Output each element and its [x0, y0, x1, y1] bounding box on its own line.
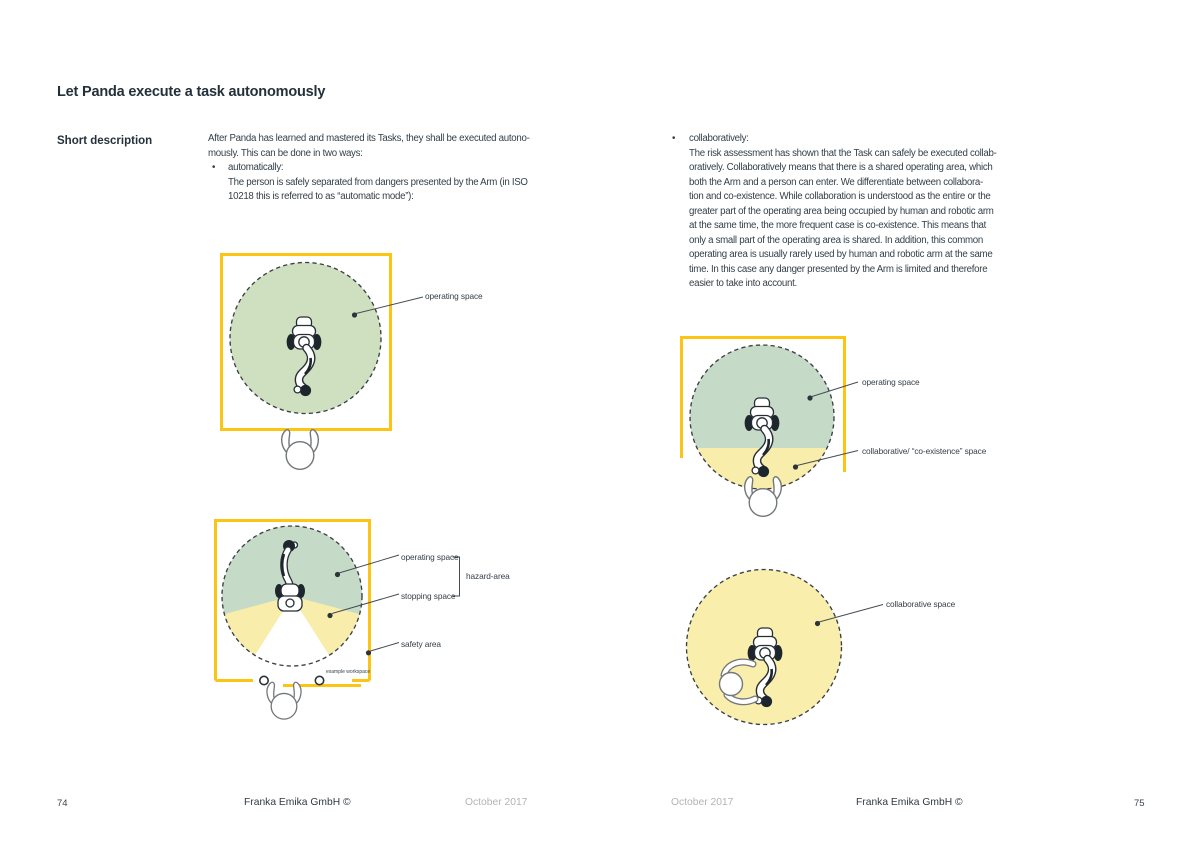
page-title: Let Panda execute a task autonomously	[57, 84, 326, 100]
text-line: greater part of the operating area being occupied by human and robotic arm	[689, 205, 994, 217]
diagram-collaborative	[687, 570, 884, 725]
text-line: only a small part of the operating area is shared. In addition, this common	[689, 234, 984, 246]
bullet-item-label: automatically:	[228, 162, 284, 174]
footer-date-right: October 2017	[671, 796, 734, 808]
diagram-safety-zones	[216, 521, 460, 720]
label-coexistence-space: collaborative/ “co-existence” space	[862, 445, 987, 456]
leader-dot	[352, 312, 357, 317]
leader-dot	[807, 395, 812, 400]
section-label: Short description	[57, 135, 153, 147]
text-line: operating area is usually rarely used by human and robotic arm at the same	[689, 249, 993, 261]
bullet-marker: •	[212, 162, 216, 174]
label-hazard-area: hazard-area	[466, 571, 510, 581]
label-operating-space: operating space	[425, 291, 483, 301]
diagram-operating-space-automatic	[222, 255, 424, 470]
label-operating-space: operating space	[401, 552, 459, 562]
label-example-workspace: example workspace	[326, 668, 371, 675]
leader-dot	[335, 572, 340, 577]
leader-dot	[327, 613, 332, 618]
text-line: at the same time, the more frequent case is co-existence. This means that	[689, 220, 987, 232]
label-safety-area: safety area	[401, 639, 441, 649]
leader-dot	[793, 464, 798, 469]
text-line: oratively. Collaboratively means that there is a shared operating area, which	[689, 162, 993, 174]
bullet-item-automatically	[208, 161, 548, 176]
diagram-coexistence	[682, 338, 859, 517]
person-top-view	[267, 682, 301, 719]
leader-dot	[366, 650, 371, 655]
bullet-marker: •	[672, 133, 676, 144]
short-description-text	[208, 132, 548, 205]
entry-post-right	[315, 676, 323, 684]
person-top-view	[282, 430, 319, 470]
page-number-left: 74	[57, 798, 68, 809]
footer-company-right: Franka Emika GmbH ©	[856, 796, 963, 808]
leader-dot	[815, 621, 820, 626]
label-stopping-space: stopping space	[401, 590, 456, 601]
collaboratively-text	[672, 132, 1002, 292]
text-line: The risk assessment has shown that the Task can safely be executed collab-	[689, 147, 997, 159]
bullet-item-collaboratively	[672, 132, 1002, 147]
text-line: After Panda has learned and mastered its Tasks, they shall be executed autono-	[208, 133, 530, 144]
text-line: both the Arm and a person can enter. We differentiate between collabora-	[689, 176, 983, 188]
label-operating-space: operating space	[862, 377, 920, 387]
footer-date-left: October 2017	[465, 796, 528, 808]
text-line: 10218 this is referred to as “automatic mode”):	[228, 191, 414, 203]
text-line: mously. This can be done in two ways:	[208, 147, 363, 159]
bullet-item-label: collaboratively:	[689, 133, 749, 144]
text-line: tion and co-existence. While collaboration is understood as the entire or the	[689, 191, 991, 203]
page-number-right: 75	[1134, 798, 1145, 809]
label-collaborative-space: collaborative space	[886, 598, 956, 609]
footer-company-left: Franka Emika GmbH ©	[244, 796, 351, 808]
entry-post-left	[260, 676, 268, 684]
text-line: easier to take into account.	[689, 278, 797, 290]
text-line: time. In this case any danger presented by the Arm is limited and therefore	[689, 263, 988, 275]
leader-line-safety-area	[371, 643, 400, 652]
text-line: The person is safely separated from dangers presented by the Arm (in ISO	[228, 176, 528, 188]
